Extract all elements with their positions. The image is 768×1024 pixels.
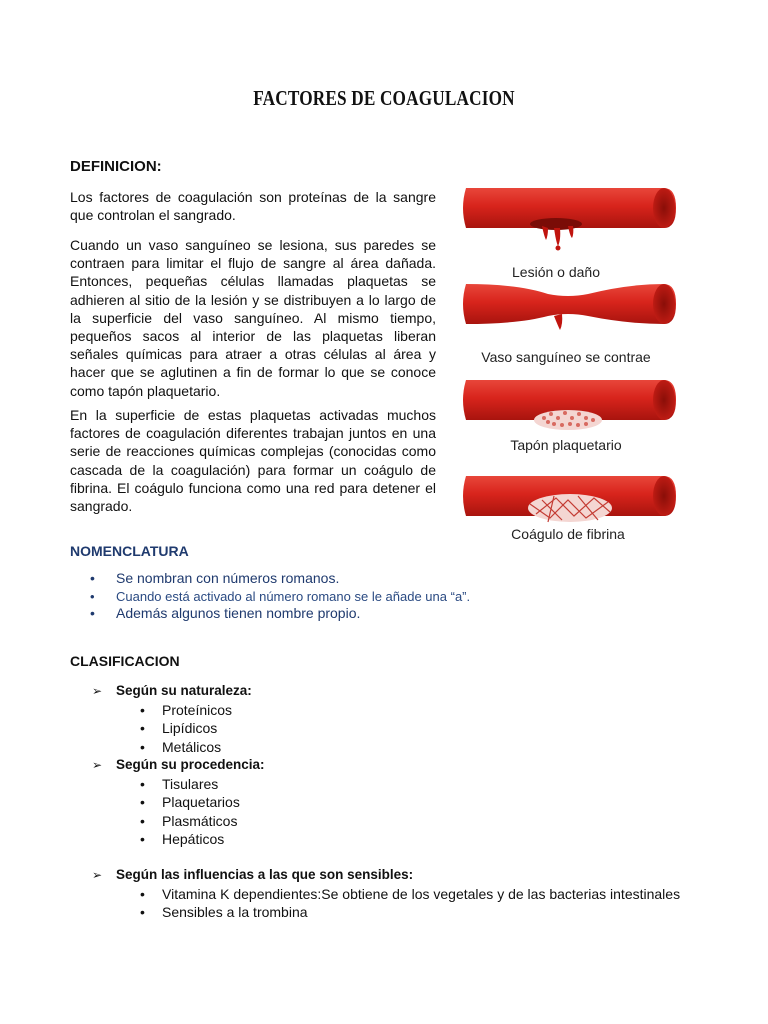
list-item: • Se nombran con números romanos. xyxy=(70,570,470,588)
group-title: Según las influencias a las que son sensibles: xyxy=(116,867,414,882)
list-item: • Plaquetarios xyxy=(116,793,265,812)
vessel-constricted xyxy=(463,284,676,330)
definicion-heading: DEFINICION: xyxy=(70,158,162,175)
vessel-fibrin-clot xyxy=(463,476,676,522)
group-title: Según su procedencia: xyxy=(116,757,265,772)
caption-constriction: Vaso sanguíneo se contrae xyxy=(481,349,651,365)
list-item: • Plasmáticos xyxy=(116,812,265,831)
group-naturaleza xyxy=(92,682,265,756)
coagulation-illustration xyxy=(458,180,684,548)
caption-lesion: Lesión o daño xyxy=(512,264,600,280)
list-item: • Sensibles a la trombina xyxy=(116,903,680,922)
definicion-paragraph-2: Cuando un vaso sanguíneo se lesiona, sus paredes se contraen para limitar el flujo de sangre al área dañada. Entonces, pequeñas células llamadas plaquetas se adhieren al sitio de la lesión y se distribuyen a lo largo de la superficie del vaso sanguíneo. Al mismo tiempo, pequeños sacos al interior de las plaquetas liberan señales químicas para atraer a otras células al área y hacer que se aglutinen a fin de formar lo que se conoce como tapón plaquetario. xyxy=(70,237,436,399)
vessel-lesion xyxy=(463,188,676,251)
clasificacion-list-2 xyxy=(92,866,680,922)
list-item: • Además algunos tienen nombre propio. xyxy=(70,605,470,623)
page-title: FACTORES DE COAGULACION xyxy=(253,86,515,110)
list-item: • Hepáticos xyxy=(116,830,265,849)
list-item: • Metálicos xyxy=(116,738,265,757)
group-title: Según su naturaleza: xyxy=(116,683,252,698)
clasificacion-list xyxy=(92,682,265,849)
list-item: • Cuando está activado al número romano se le añade una “a”. xyxy=(70,588,470,606)
vessel-platelet-plug xyxy=(463,380,676,430)
list-item: • Tisulares xyxy=(116,775,265,794)
caption-fibrin-clot: Coágulo de fibrina xyxy=(511,526,625,542)
nomenclatura-heading: NOMENCLATURA xyxy=(70,543,189,559)
definicion-paragraph-3: En la superficie de estas plaquetas activadas muchos factores de coagulación diferentes trabajan juntos en una serie de reacciones químicas complejas (conocidas como cascada de la coagulación) para formar un coágulo de fibrina. El coágulo funciona como una red para detener el sangrado. xyxy=(70,407,436,515)
group-procedencia xyxy=(92,756,265,849)
list-item: • Proteínicos xyxy=(116,701,265,720)
clasificacion-heading: CLASIFICACION xyxy=(70,653,180,669)
list-item: • Lipídicos xyxy=(116,719,265,738)
definicion-paragraph-1: Los factores de coagulación son proteínas de la sangre que controlan el sangrado. xyxy=(70,189,436,224)
nomenclatura-list xyxy=(70,570,470,623)
caption-platelet-plug: Tapón plaquetario xyxy=(510,437,622,453)
list-item: • Vitamina K dependientes:Se obtiene de los vegetales y de las bacterias intestinales xyxy=(116,885,680,904)
group-influencias xyxy=(92,866,680,922)
blood-vessel-diagram xyxy=(458,180,684,548)
